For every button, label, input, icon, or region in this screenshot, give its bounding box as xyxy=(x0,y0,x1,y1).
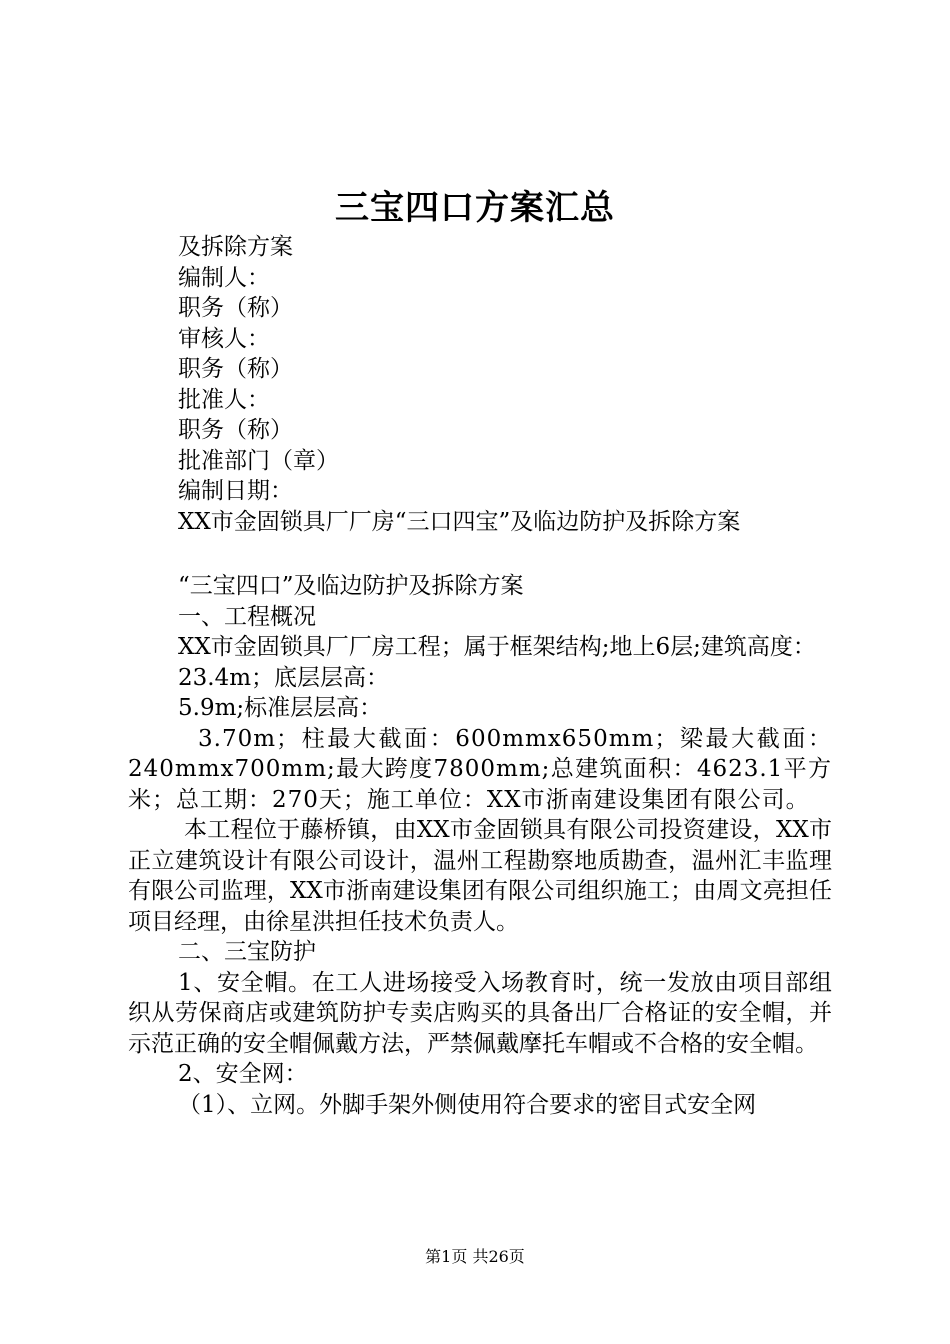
item-vertical-net: （1）、立网。外脚手架外侧使用符合要求的密目式安全网 xyxy=(178,1091,757,1118)
heading-project-overview: 一、工程概况 xyxy=(178,603,316,630)
body-line: 职务（称） xyxy=(178,295,293,321)
floor-height-line: 5.9m;标准层层高： xyxy=(178,695,383,721)
page-footer: 第1页 共26页 xyxy=(425,1247,525,1266)
body-line: 编制日期： xyxy=(178,478,293,504)
body-line: 及拆除方案 xyxy=(178,234,293,260)
body-line: 批准部门（章） xyxy=(178,447,339,474)
spacer xyxy=(128,537,832,571)
section-title: “三宝四口”及临边防护及拆除方案 xyxy=(178,573,524,599)
item-safety-net: 2、安全网： xyxy=(178,1061,308,1087)
item-helmet-paragraph: 1、安全帽。在工人进场接受入场教育时，统一发放由项目部组织从劳保商店或建筑防护专卖店购买的具备出厂合格证的安全帽，并示范正确的安全帽佩戴方法，严禁佩戴摩托车帽或不合格的安全帽。 xyxy=(128,969,832,1057)
overview-paragraph: XX市金固锁具厂厂房工程；属于框架结构;地上6层;建筑高度： xyxy=(178,634,816,660)
document-body xyxy=(128,232,832,1120)
document-title: 三宝四口方案汇总 xyxy=(335,188,615,228)
body-line: XX市金固锁具厂厂房“三口四宝”及临边防护及拆除方案 xyxy=(178,508,741,535)
body-line: 审核人： xyxy=(178,325,270,352)
location-paragraph: 本工程位于藤桥镇，由XX市金固锁具有限公司投资建设，XX市正立建筑设计有限公司设计，温州工程勘察地质勘查，温州汇丰监理有限公司监理，XX市浙南建设集团有限公司组织施工；由周文亮担任项目经理，由徐星洪担任技术负责人。 xyxy=(128,817,832,935)
height-line: 23.4m；底层层高： xyxy=(178,664,390,691)
body-line: 职务（称） xyxy=(178,356,293,382)
body-line: 编制人： xyxy=(178,264,270,291)
specs-paragraph: 3.70m；柱最大截面：600mmx650mm；梁最大截面：240mmx700mm;最大跨度7800mm;总建筑面积：4623.1平方米；总工期：270天；施工单位：XX市浙南建设集团有限公司。 xyxy=(128,725,832,813)
body-line: 批准人： xyxy=(178,386,270,413)
body-line: 职务（称） xyxy=(178,417,293,443)
heading-three-treasures: 二、三宝防护 xyxy=(178,939,316,965)
